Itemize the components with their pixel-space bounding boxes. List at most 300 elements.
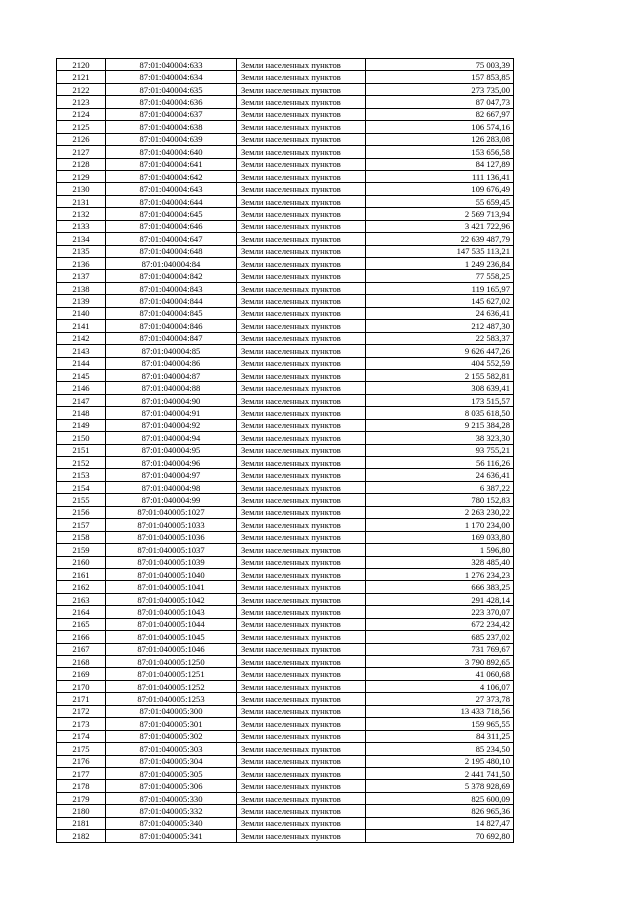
table-row	[57, 282, 514, 294]
cadastral-value-cell: 82 667,97	[366, 108, 514, 120]
table-row	[57, 680, 514, 692]
table-row	[57, 581, 514, 593]
cadastral-number-cell: 87:01:040004:642	[106, 170, 237, 182]
cadastral-value-cell: 9 215 384,28	[366, 419, 514, 431]
land-category-cell: Земли населенных пунктов	[237, 369, 366, 381]
row-number-cell: 2133	[57, 220, 106, 232]
cadastral-number-cell: 87:01:040005:1253	[106, 693, 237, 705]
row-number-cell: 2134	[57, 233, 106, 245]
cadastral-value-cell: 5 378 928,69	[366, 780, 514, 792]
land-category-cell: Земли населенных пунктов	[237, 133, 366, 145]
table-row	[57, 407, 514, 419]
cadastral-number-cell: 87:01:040005:1040	[106, 568, 237, 580]
row-number-cell: 2148	[57, 407, 106, 419]
cadastral-value-cell: 1 249 236,84	[366, 258, 514, 270]
cadastral-number-cell: 87:01:040004:88	[106, 382, 237, 394]
land-category-cell: Земли населенных пунктов	[237, 817, 366, 829]
cadastral-value-cell: 169 033,80	[366, 531, 514, 543]
land-category-cell: Земли населенных пунктов	[237, 96, 366, 108]
cadastral-number-cell: 87:01:040004:847	[106, 332, 237, 344]
land-category-cell: Земли населенных пунктов	[237, 481, 366, 493]
table-row	[57, 531, 514, 543]
cadastral-number-cell: 87:01:040005:1046	[106, 643, 237, 655]
land-category-cell: Земли населенных пунктов	[237, 606, 366, 618]
cadastral-number-cell: 87:01:040004:99	[106, 494, 237, 506]
cadastral-value-cell: 111 136,41	[366, 170, 514, 182]
land-category-cell: Земли населенных пунктов	[237, 618, 366, 630]
cadastral-value-cell: 84 311,25	[366, 730, 514, 742]
land-category-cell: Земли населенных пунктов	[237, 282, 366, 294]
cadastral-number-cell: 87:01:040004:647	[106, 233, 237, 245]
land-category-cell: Земли населенных пунктов	[237, 183, 366, 195]
cadastral-number-cell: 87:01:040005:1251	[106, 668, 237, 680]
cadastral-value-cell: 2 263 230,22	[366, 506, 514, 518]
table-row	[57, 805, 514, 817]
cadastral-number-cell: 87:01:040004:95	[106, 444, 237, 456]
row-number-cell: 2123	[57, 96, 106, 108]
cadastral-number-cell: 87:01:040004:846	[106, 320, 237, 332]
row-number-cell: 2162	[57, 581, 106, 593]
table-row	[57, 220, 514, 232]
land-category-cell: Земли населенных пунктов	[237, 307, 366, 319]
cadastral-number-cell: 87:01:040004:639	[106, 133, 237, 145]
row-number-cell: 2182	[57, 830, 106, 842]
table-row	[57, 506, 514, 518]
cadastral-number-cell: 87:01:040004:634	[106, 71, 237, 83]
table-row	[57, 693, 514, 705]
table-row	[57, 245, 514, 257]
land-category-cell: Земли населенных пунктов	[237, 643, 366, 655]
land-category-cell: Земли населенных пунктов	[237, 568, 366, 580]
table-row	[57, 71, 514, 83]
cadastral-number-cell: 87:01:040004:97	[106, 469, 237, 481]
table-row	[57, 792, 514, 804]
land-category-cell: Земли населенных пунктов	[237, 407, 366, 419]
row-number-cell: 2141	[57, 320, 106, 332]
land-category-cell: Земли населенных пунктов	[237, 108, 366, 120]
table-row	[57, 108, 514, 120]
cadastral-value-cell: 731 769,67	[366, 643, 514, 655]
cadastral-number-cell: 87:01:040005:304	[106, 755, 237, 767]
land-category-cell: Земли населенных пунктов	[237, 693, 366, 705]
cadastral-value-cell: 4 106,07	[366, 680, 514, 692]
cadastral-value-cell: 145 627,02	[366, 295, 514, 307]
table-row	[57, 643, 514, 655]
cadastral-value-cell: 147 535 113,21	[366, 245, 514, 257]
row-number-cell: 2152	[57, 457, 106, 469]
cadastral-value-cell: 291 428,14	[366, 593, 514, 605]
cadastral-number-cell: 87:01:040004:91	[106, 407, 237, 419]
cadastral-number-cell: 87:01:040004:648	[106, 245, 237, 257]
row-number-cell: 2165	[57, 618, 106, 630]
cadastral-number-cell: 87:01:040004:86	[106, 357, 237, 369]
cadastral-number-cell: 87:01:040004:843	[106, 282, 237, 294]
cadastral-value-cell: 93 755,21	[366, 444, 514, 456]
land-category-cell: Земли населенных пунктов	[237, 245, 366, 257]
cadastral-number-cell: 87:01:040004:633	[106, 59, 237, 71]
land-category-cell: Земли населенных пунктов	[237, 382, 366, 394]
row-number-cell: 2151	[57, 444, 106, 456]
row-number-cell: 2136	[57, 258, 106, 270]
table-row	[57, 59, 514, 71]
cadastral-value-cell: 84 127,89	[366, 158, 514, 170]
cadastral-value-cell: 2 569 713,94	[366, 208, 514, 220]
cadastral-value-cell: 22 583,37	[366, 332, 514, 344]
table-row	[57, 743, 514, 755]
cadastral-value-cell: 3 790 892,65	[366, 656, 514, 668]
row-number-cell: 2160	[57, 556, 106, 568]
table-row	[57, 208, 514, 220]
cadastral-number-cell: 87:01:040005:340	[106, 817, 237, 829]
cadastral-number-cell: 87:01:040004:636	[106, 96, 237, 108]
land-category-cell: Земли населенных пунктов	[237, 581, 366, 593]
land-category-cell: Земли населенных пунктов	[237, 357, 366, 369]
land-category-cell: Земли населенных пунктов	[237, 83, 366, 95]
cadastral-value-cell: 24 636,41	[366, 307, 514, 319]
cadastral-value-cell: 109 676,49	[366, 183, 514, 195]
land-category-cell: Земли населенных пунктов	[237, 332, 366, 344]
cadastral-value-cell: 1 170 234,00	[366, 519, 514, 531]
land-category-cell: Земли населенных пунктов	[237, 680, 366, 692]
cadastral-number-cell: 87:01:040005:341	[106, 830, 237, 842]
row-number-cell: 2161	[57, 568, 106, 580]
cadastral-number-cell: 87:01:040004:94	[106, 432, 237, 444]
land-category-cell: Земли населенных пунктов	[237, 494, 366, 506]
cadastral-value-cell: 9 626 447,26	[366, 345, 514, 357]
land-category-cell: Земли населенных пунктов	[237, 345, 366, 357]
land-category-cell: Земли населенных пунктов	[237, 531, 366, 543]
cadastral-value-cell: 2 195 480,10	[366, 755, 514, 767]
land-category-cell: Земли населенных пунктов	[237, 469, 366, 481]
cadastral-value-cell: 159 965,55	[366, 718, 514, 730]
table-row	[57, 568, 514, 580]
land-category-cell: Земли населенных пунктов	[237, 792, 366, 804]
land-category-cell: Земли населенных пунктов	[237, 295, 366, 307]
row-number-cell: 2180	[57, 805, 106, 817]
cadastral-value-cell: 8 035 618,50	[366, 407, 514, 419]
cadastral-value-cell: 41 060,68	[366, 668, 514, 680]
table-row	[57, 345, 514, 357]
row-number-cell: 2131	[57, 195, 106, 207]
row-number-cell: 2125	[57, 121, 106, 133]
cadastral-number-cell: 87:01:040005:303	[106, 743, 237, 755]
row-number-cell: 2172	[57, 705, 106, 717]
row-number-cell: 2145	[57, 369, 106, 381]
cadastral-number-cell: 87:01:040005:302	[106, 730, 237, 742]
cadastral-number-cell: 87:01:040005:1250	[106, 656, 237, 668]
cadastral-number-cell: 87:01:040005:301	[106, 718, 237, 730]
land-category-cell: Земли населенных пунктов	[237, 270, 366, 282]
row-number-cell: 2158	[57, 531, 106, 543]
cadastral-value-cell: 780 152,83	[366, 494, 514, 506]
table-row	[57, 233, 514, 245]
row-number-cell: 2167	[57, 643, 106, 655]
table-row	[57, 394, 514, 406]
row-number-cell: 2156	[57, 506, 106, 518]
table-row	[57, 469, 514, 481]
cadastral-number-cell: 87:01:040004:92	[106, 419, 237, 431]
cadastral-value-cell: 672 234,42	[366, 618, 514, 630]
cadastral-number-cell: 87:01:040005:305	[106, 767, 237, 779]
cadastral-number-cell: 87:01:040005:1041	[106, 581, 237, 593]
land-category-cell: Земли населенных пунктов	[237, 593, 366, 605]
table-row	[57, 444, 514, 456]
cadastral-value-cell: 75 003,39	[366, 59, 514, 71]
land-category-cell: Земли населенных пунктов	[237, 444, 366, 456]
cadastral-number-cell: 87:01:040005:1043	[106, 606, 237, 618]
land-category-cell: Земли населенных пунктов	[237, 780, 366, 792]
cadastral-value-cell: 56 116,26	[366, 457, 514, 469]
table-row	[57, 618, 514, 630]
table-row	[57, 494, 514, 506]
land-category-cell: Земли населенных пунктов	[237, 195, 366, 207]
land-category-cell: Земли населенных пунктов	[237, 121, 366, 133]
cadastral-value-cell: 13 433 718,56	[366, 705, 514, 717]
cadastral-value-cell: 77 558,25	[366, 270, 514, 282]
cadastral-value-cell: 22 639 487,79	[366, 233, 514, 245]
row-number-cell: 2171	[57, 693, 106, 705]
row-number-cell: 2129	[57, 170, 106, 182]
row-number-cell: 2132	[57, 208, 106, 220]
row-number-cell: 2147	[57, 394, 106, 406]
table-row	[57, 295, 514, 307]
table-row	[57, 593, 514, 605]
row-number-cell: 2128	[57, 158, 106, 170]
table-row	[57, 419, 514, 431]
land-category-cell: Земли населенных пунктов	[237, 767, 366, 779]
row-number-cell: 2154	[57, 481, 106, 493]
cadastral-value-cell: 666 383,25	[366, 581, 514, 593]
land-category-cell: Земли населенных пунктов	[237, 805, 366, 817]
land-category-cell: Земли населенных пунктов	[237, 220, 366, 232]
land-category-cell: Земли населенных пунктов	[237, 705, 366, 717]
row-number-cell: 2122	[57, 83, 106, 95]
land-category-cell: Земли населенных пунктов	[237, 631, 366, 643]
cadastral-number-cell: 87:01:040004:87	[106, 369, 237, 381]
land-category-cell: Земли населенных пунктов	[237, 668, 366, 680]
land-category-cell: Земли населенных пунктов	[237, 258, 366, 270]
table-row	[57, 755, 514, 767]
cadastral-number-cell: 87:01:040004:643	[106, 183, 237, 195]
table-row	[57, 481, 514, 493]
row-number-cell: 2159	[57, 544, 106, 556]
cadastral-value-cell: 273 735,00	[366, 83, 514, 95]
cadastral-number-cell: 87:01:040005:1252	[106, 680, 237, 692]
cadastral-number-cell: 87:01:040005:1045	[106, 631, 237, 643]
table-row	[57, 133, 514, 145]
cadastral-value-cell: 38 323,30	[366, 432, 514, 444]
row-number-cell: 2146	[57, 382, 106, 394]
land-category-cell: Земли населенных пунктов	[237, 320, 366, 332]
cadastral-value-cell: 3 421 722,96	[366, 220, 514, 232]
cadastral-number-cell: 87:01:040004:646	[106, 220, 237, 232]
table-row	[57, 183, 514, 195]
land-category-cell: Земли населенных пунктов	[237, 506, 366, 518]
row-number-cell: 2153	[57, 469, 106, 481]
row-number-cell: 2174	[57, 730, 106, 742]
cadastral-value-cell: 328 485,40	[366, 556, 514, 568]
table-row	[57, 320, 514, 332]
table-row	[57, 146, 514, 158]
land-category-cell: Земли населенных пунктов	[237, 158, 366, 170]
cadastral-number-cell: 87:01:040004:637	[106, 108, 237, 120]
land-category-cell: Земли населенных пунктов	[237, 730, 366, 742]
cadastral-value-cell: 27 373,78	[366, 693, 514, 705]
table-row	[57, 195, 514, 207]
table-row	[57, 817, 514, 829]
cadastral-number-cell: 87:01:040004:845	[106, 307, 237, 319]
row-number-cell: 2124	[57, 108, 106, 120]
table-row	[57, 457, 514, 469]
table-row	[57, 780, 514, 792]
table-row	[57, 121, 514, 133]
cadastral-number-cell: 87:01:040005:1036	[106, 531, 237, 543]
cadastral-value-cell: 685 237,02	[366, 631, 514, 643]
row-number-cell: 2144	[57, 357, 106, 369]
table-row	[57, 83, 514, 95]
cadastral-value-cell: 70 692,80	[366, 830, 514, 842]
cadastral-number-cell: 87:01:040004:640	[106, 146, 237, 158]
table-row	[57, 170, 514, 182]
table-row	[57, 158, 514, 170]
table-row	[57, 432, 514, 444]
land-category-cell: Земли населенных пунктов	[237, 419, 366, 431]
land-category-cell: Земли населенных пунктов	[237, 146, 366, 158]
row-number-cell: 2157	[57, 519, 106, 531]
row-number-cell: 2138	[57, 282, 106, 294]
table-row	[57, 519, 514, 531]
cadastral-number-cell: 87:01:040004:641	[106, 158, 237, 170]
cadastral-value-cell: 1 596,80	[366, 544, 514, 556]
row-number-cell: 2140	[57, 307, 106, 319]
cadastral-number-cell: 87:01:040004:842	[106, 270, 237, 282]
row-number-cell: 2166	[57, 631, 106, 643]
cadastral-number-cell: 87:01:040004:638	[106, 121, 237, 133]
cadastral-value-cell: 308 639,41	[366, 382, 514, 394]
land-category-cell: Земли населенных пунктов	[237, 59, 366, 71]
cadastral-number-cell: 87:01:040004:85	[106, 345, 237, 357]
cadastral-value-cell: 826 965,36	[366, 805, 514, 817]
land-category-cell: Земли населенных пунктов	[237, 394, 366, 406]
table-body	[57, 59, 514, 843]
land-category-cell: Земли населенных пунктов	[237, 656, 366, 668]
table-row	[57, 544, 514, 556]
row-number-cell: 2164	[57, 606, 106, 618]
row-number-cell: 2155	[57, 494, 106, 506]
row-number-cell: 2177	[57, 767, 106, 779]
row-number-cell: 2173	[57, 718, 106, 730]
land-category-cell: Земли населенных пунктов	[237, 519, 366, 531]
cadastral-value-table	[56, 58, 514, 843]
land-category-cell: Земли населенных пунктов	[237, 755, 366, 767]
row-number-cell: 2130	[57, 183, 106, 195]
cadastral-value-cell: 825 600,09	[366, 792, 514, 804]
row-number-cell: 2178	[57, 780, 106, 792]
land-category-cell: Земли населенных пунктов	[237, 170, 366, 182]
row-number-cell: 2142	[57, 332, 106, 344]
table-row	[57, 656, 514, 668]
cadastral-value-cell: 153 656,58	[366, 146, 514, 158]
cadastral-number-cell: 87:01:040005:1044	[106, 618, 237, 630]
cadastral-number-cell: 87:01:040005:1027	[106, 506, 237, 518]
row-number-cell: 2135	[57, 245, 106, 257]
table-row	[57, 705, 514, 717]
cadastral-number-cell: 87:01:040005:330	[106, 792, 237, 804]
cadastral-number-cell: 87:01:040005:306	[106, 780, 237, 792]
cadastral-value-cell: 87 047,73	[366, 96, 514, 108]
cadastral-number-cell: 87:01:040005:300	[106, 705, 237, 717]
cadastral-value-cell: 157 853,85	[366, 71, 514, 83]
cadastral-value-cell: 14 827,47	[366, 817, 514, 829]
land-category-cell: Земли населенных пунктов	[237, 718, 366, 730]
land-category-cell: Земли населенных пунктов	[237, 830, 366, 842]
land-category-cell: Земли населенных пунктов	[237, 208, 366, 220]
row-number-cell: 2169	[57, 668, 106, 680]
cadastral-number-cell: 87:01:040004:635	[106, 83, 237, 95]
row-number-cell: 2127	[57, 146, 106, 158]
cadastral-number-cell: 87:01:040004:98	[106, 481, 237, 493]
cadastral-value-cell: 173 515,57	[366, 394, 514, 406]
cadastral-number-cell: 87:01:040005:1037	[106, 544, 237, 556]
cadastral-value-cell: 2 155 582,81	[366, 369, 514, 381]
cadastral-value-cell: 404 552,59	[366, 357, 514, 369]
table-row	[57, 96, 514, 108]
cadastral-number-cell: 87:01:040004:84	[106, 258, 237, 270]
table-row	[57, 830, 514, 842]
cadastral-value-cell: 1 276 234,23	[366, 568, 514, 580]
row-number-cell: 2126	[57, 133, 106, 145]
cadastral-number-cell: 87:01:040005:332	[106, 805, 237, 817]
table-row	[57, 270, 514, 282]
cadastral-value-cell: 212 487,30	[366, 320, 514, 332]
row-number-cell: 2121	[57, 71, 106, 83]
land-category-cell: Земли населенных пунктов	[237, 544, 366, 556]
cadastral-number-cell: 87:01:040004:844	[106, 295, 237, 307]
table-row	[57, 730, 514, 742]
cadastral-number-cell: 87:01:040005:1042	[106, 593, 237, 605]
cadastral-value-cell: 2 441 741,50	[366, 767, 514, 779]
cadastral-value-cell: 126 283,08	[366, 133, 514, 145]
row-number-cell: 2179	[57, 792, 106, 804]
row-number-cell: 2137	[57, 270, 106, 282]
land-category-cell: Земли населенных пунктов	[237, 556, 366, 568]
cadastral-number-cell: 87:01:040005:1033	[106, 519, 237, 531]
row-number-cell: 2168	[57, 656, 106, 668]
table-row	[57, 606, 514, 618]
cadastral-value-cell: 24 636,41	[366, 469, 514, 481]
row-number-cell: 2149	[57, 419, 106, 431]
cadastral-number-cell: 87:01:040004:645	[106, 208, 237, 220]
cadastral-number-cell: 87:01:040004:644	[106, 195, 237, 207]
table-row	[57, 357, 514, 369]
cadastral-value-cell: 6 387,22	[366, 481, 514, 493]
land-category-cell: Земли населенных пунктов	[237, 71, 366, 83]
land-category-cell: Земли населенных пунктов	[237, 432, 366, 444]
cadastral-value-cell: 55 659,45	[366, 195, 514, 207]
row-number-cell: 2176	[57, 755, 106, 767]
table-row	[57, 718, 514, 730]
table-row	[57, 369, 514, 381]
table-row	[57, 258, 514, 270]
table-row	[57, 668, 514, 680]
cadastral-number-cell: 87:01:040004:90	[106, 394, 237, 406]
cadastral-value-cell: 85 234,50	[366, 743, 514, 755]
table-row	[57, 631, 514, 643]
cadastral-number-cell: 87:01:040005:1039	[106, 556, 237, 568]
cadastral-value-cell: 223 370,07	[366, 606, 514, 618]
row-number-cell: 2139	[57, 295, 106, 307]
row-number-cell: 2150	[57, 432, 106, 444]
